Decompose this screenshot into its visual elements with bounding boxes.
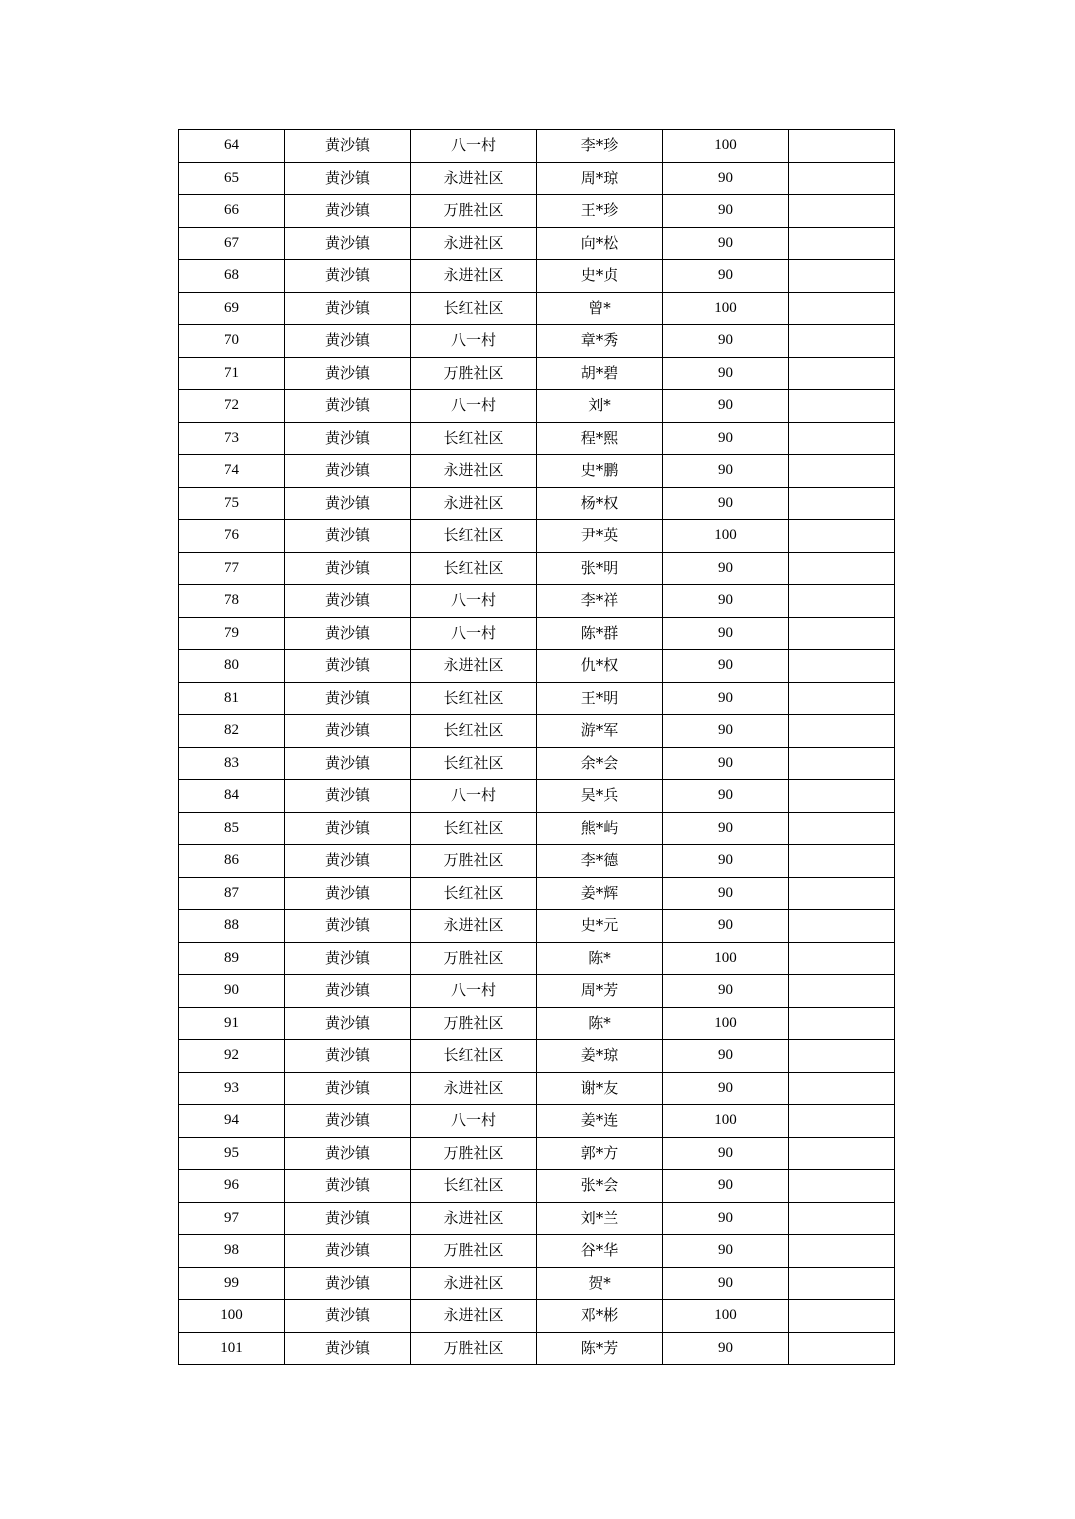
cell-index: 77 bbox=[179, 552, 285, 585]
cell-amount: 90 bbox=[663, 162, 789, 195]
table-row bbox=[179, 715, 895, 748]
cell-index: 70 bbox=[179, 325, 285, 358]
cell-index: 94 bbox=[179, 1105, 285, 1138]
cell-note bbox=[789, 1040, 895, 1073]
cell-amount: 90 bbox=[663, 1202, 789, 1235]
cell-village: 长红社区 bbox=[411, 552, 537, 585]
cell-amount: 90 bbox=[663, 260, 789, 293]
cell-note bbox=[789, 1007, 895, 1040]
cell-name: 杨*权 bbox=[537, 487, 663, 520]
table-row bbox=[179, 552, 895, 585]
table-row bbox=[179, 292, 895, 325]
cell-town: 黄沙镇 bbox=[285, 715, 411, 748]
cell-note bbox=[789, 650, 895, 683]
cell-village: 永进社区 bbox=[411, 650, 537, 683]
cell-town: 黄沙镇 bbox=[285, 812, 411, 845]
cell-town: 黄沙镇 bbox=[285, 1105, 411, 1138]
cell-name: 王*珍 bbox=[537, 195, 663, 228]
cell-town: 黄沙镇 bbox=[285, 357, 411, 390]
cell-village: 长红社区 bbox=[411, 1040, 537, 1073]
cell-town: 黄沙镇 bbox=[285, 325, 411, 358]
cell-index: 98 bbox=[179, 1235, 285, 1268]
cell-amount: 90 bbox=[663, 910, 789, 943]
cell-amount: 90 bbox=[663, 390, 789, 423]
cell-village: 八一村 bbox=[411, 780, 537, 813]
cell-index: 80 bbox=[179, 650, 285, 683]
cell-note bbox=[789, 780, 895, 813]
cell-name: 谢*友 bbox=[537, 1072, 663, 1105]
cell-amount: 90 bbox=[663, 325, 789, 358]
cell-amount: 90 bbox=[663, 1170, 789, 1203]
cell-amount: 100 bbox=[663, 1105, 789, 1138]
cell-index: 92 bbox=[179, 1040, 285, 1073]
cell-index: 93 bbox=[179, 1072, 285, 1105]
table-row bbox=[179, 877, 895, 910]
cell-amount: 90 bbox=[663, 617, 789, 650]
cell-index: 82 bbox=[179, 715, 285, 748]
table-row bbox=[179, 747, 895, 780]
cell-name: 刘* bbox=[537, 390, 663, 423]
roster-table-body bbox=[179, 130, 895, 1365]
cell-amount: 90 bbox=[663, 552, 789, 585]
cell-name: 陈*群 bbox=[537, 617, 663, 650]
cell-amount: 90 bbox=[663, 1235, 789, 1268]
cell-index: 97 bbox=[179, 1202, 285, 1235]
cell-note bbox=[789, 325, 895, 358]
cell-index: 65 bbox=[179, 162, 285, 195]
table-row bbox=[179, 195, 895, 228]
cell-amount: 100 bbox=[663, 1300, 789, 1333]
cell-village: 万胜社区 bbox=[411, 195, 537, 228]
cell-amount: 90 bbox=[663, 357, 789, 390]
table-row bbox=[179, 845, 895, 878]
cell-town: 黄沙镇 bbox=[285, 422, 411, 455]
cell-amount: 90 bbox=[663, 195, 789, 228]
cell-town: 黄沙镇 bbox=[285, 682, 411, 715]
cell-index: 99 bbox=[179, 1267, 285, 1300]
cell-village: 永进社区 bbox=[411, 162, 537, 195]
cell-village: 永进社区 bbox=[411, 1202, 537, 1235]
cell-name: 李*珍 bbox=[537, 130, 663, 163]
cell-note bbox=[789, 1072, 895, 1105]
cell-town: 黄沙镇 bbox=[285, 1202, 411, 1235]
cell-index: 64 bbox=[179, 130, 285, 163]
cell-index: 91 bbox=[179, 1007, 285, 1040]
cell-note bbox=[789, 422, 895, 455]
cell-village: 永进社区 bbox=[411, 260, 537, 293]
cell-town: 黄沙镇 bbox=[285, 1267, 411, 1300]
cell-index: 88 bbox=[179, 910, 285, 943]
cell-name: 陈* bbox=[537, 942, 663, 975]
cell-note bbox=[789, 487, 895, 520]
cell-town: 黄沙镇 bbox=[285, 487, 411, 520]
cell-note bbox=[789, 260, 895, 293]
cell-town: 黄沙镇 bbox=[285, 130, 411, 163]
cell-village: 万胜社区 bbox=[411, 845, 537, 878]
cell-town: 黄沙镇 bbox=[285, 975, 411, 1008]
cell-town: 黄沙镇 bbox=[285, 390, 411, 423]
cell-village: 八一村 bbox=[411, 130, 537, 163]
table-row bbox=[179, 812, 895, 845]
cell-index: 87 bbox=[179, 877, 285, 910]
cell-village: 八一村 bbox=[411, 325, 537, 358]
cell-index: 89 bbox=[179, 942, 285, 975]
cell-note bbox=[789, 520, 895, 553]
cell-town: 黄沙镇 bbox=[285, 195, 411, 228]
cell-amount: 90 bbox=[663, 715, 789, 748]
cell-amount: 100 bbox=[663, 130, 789, 163]
cell-amount: 90 bbox=[663, 845, 789, 878]
cell-amount: 90 bbox=[663, 1072, 789, 1105]
cell-index: 74 bbox=[179, 455, 285, 488]
cell-name: 章*秀 bbox=[537, 325, 663, 358]
cell-note bbox=[789, 1300, 895, 1333]
cell-name: 熊*屿 bbox=[537, 812, 663, 845]
cell-note bbox=[789, 552, 895, 585]
cell-town: 黄沙镇 bbox=[285, 292, 411, 325]
cell-note bbox=[789, 357, 895, 390]
cell-village: 长红社区 bbox=[411, 520, 537, 553]
cell-amount: 90 bbox=[663, 1267, 789, 1300]
table-row bbox=[179, 1105, 895, 1138]
table-row bbox=[179, 390, 895, 423]
cell-note bbox=[789, 1170, 895, 1203]
cell-name: 李*德 bbox=[537, 845, 663, 878]
cell-amount: 90 bbox=[663, 650, 789, 683]
cell-village: 长红社区 bbox=[411, 1170, 537, 1203]
cell-index: 76 bbox=[179, 520, 285, 553]
cell-amount: 100 bbox=[663, 1007, 789, 1040]
table-row bbox=[179, 1332, 895, 1365]
cell-note bbox=[789, 390, 895, 423]
cell-note bbox=[789, 1137, 895, 1170]
table-row bbox=[179, 585, 895, 618]
cell-name: 仇*权 bbox=[537, 650, 663, 683]
cell-index: 73 bbox=[179, 422, 285, 455]
cell-note bbox=[789, 130, 895, 163]
cell-town: 黄沙镇 bbox=[285, 845, 411, 878]
cell-index: 86 bbox=[179, 845, 285, 878]
cell-index: 69 bbox=[179, 292, 285, 325]
cell-town: 黄沙镇 bbox=[285, 1137, 411, 1170]
cell-town: 黄沙镇 bbox=[285, 1072, 411, 1105]
cell-index: 100 bbox=[179, 1300, 285, 1333]
cell-index: 75 bbox=[179, 487, 285, 520]
cell-town: 黄沙镇 bbox=[285, 1007, 411, 1040]
cell-amount: 90 bbox=[663, 1137, 789, 1170]
cell-index: 90 bbox=[179, 975, 285, 1008]
cell-town: 黄沙镇 bbox=[285, 1332, 411, 1365]
cell-amount: 90 bbox=[663, 780, 789, 813]
cell-town: 黄沙镇 bbox=[285, 585, 411, 618]
cell-village: 永进社区 bbox=[411, 910, 537, 943]
cell-amount: 100 bbox=[663, 292, 789, 325]
cell-village: 长红社区 bbox=[411, 747, 537, 780]
cell-index: 96 bbox=[179, 1170, 285, 1203]
cell-note bbox=[789, 195, 895, 228]
cell-name: 张*明 bbox=[537, 552, 663, 585]
cell-village: 万胜社区 bbox=[411, 1137, 537, 1170]
cell-village: 永进社区 bbox=[411, 1267, 537, 1300]
cell-name: 姜*连 bbox=[537, 1105, 663, 1138]
cell-name: 余*会 bbox=[537, 747, 663, 780]
cell-town: 黄沙镇 bbox=[285, 942, 411, 975]
cell-note bbox=[789, 877, 895, 910]
cell-amount: 90 bbox=[663, 1040, 789, 1073]
cell-amount: 100 bbox=[663, 942, 789, 975]
cell-index: 95 bbox=[179, 1137, 285, 1170]
cell-town: 黄沙镇 bbox=[285, 455, 411, 488]
cell-name: 史*元 bbox=[537, 910, 663, 943]
cell-name: 谷*华 bbox=[537, 1235, 663, 1268]
table-row bbox=[179, 1267, 895, 1300]
cell-village: 永进社区 bbox=[411, 455, 537, 488]
cell-village: 永进社区 bbox=[411, 1072, 537, 1105]
cell-village: 永进社区 bbox=[411, 227, 537, 260]
table-row bbox=[179, 1202, 895, 1235]
table-row bbox=[179, 682, 895, 715]
table-row bbox=[179, 975, 895, 1008]
table-row bbox=[179, 520, 895, 553]
cell-village: 万胜社区 bbox=[411, 1235, 537, 1268]
table-row bbox=[179, 130, 895, 163]
cell-town: 黄沙镇 bbox=[285, 780, 411, 813]
cell-index: 68 bbox=[179, 260, 285, 293]
cell-name: 贺* bbox=[537, 1267, 663, 1300]
cell-town: 黄沙镇 bbox=[285, 910, 411, 943]
cell-amount: 90 bbox=[663, 747, 789, 780]
table-row bbox=[179, 1170, 895, 1203]
cell-town: 黄沙镇 bbox=[285, 1040, 411, 1073]
cell-village: 长红社区 bbox=[411, 715, 537, 748]
cell-village: 八一村 bbox=[411, 390, 537, 423]
table-row bbox=[179, 1072, 895, 1105]
cell-index: 79 bbox=[179, 617, 285, 650]
table-row bbox=[179, 1007, 895, 1040]
cell-note bbox=[789, 910, 895, 943]
cell-amount: 90 bbox=[663, 422, 789, 455]
cell-name: 胡*碧 bbox=[537, 357, 663, 390]
cell-note bbox=[789, 1267, 895, 1300]
cell-town: 黄沙镇 bbox=[285, 617, 411, 650]
table-row bbox=[179, 1235, 895, 1268]
table-row bbox=[179, 1040, 895, 1073]
cell-note bbox=[789, 162, 895, 195]
cell-note bbox=[789, 942, 895, 975]
cell-note bbox=[789, 812, 895, 845]
cell-amount: 90 bbox=[663, 585, 789, 618]
cell-index: 84 bbox=[179, 780, 285, 813]
cell-name: 史*贞 bbox=[537, 260, 663, 293]
cell-name: 程*熙 bbox=[537, 422, 663, 455]
cell-village: 长红社区 bbox=[411, 877, 537, 910]
table-row bbox=[179, 357, 895, 390]
cell-amount: 90 bbox=[663, 975, 789, 1008]
cell-town: 黄沙镇 bbox=[285, 227, 411, 260]
cell-village: 永进社区 bbox=[411, 1300, 537, 1333]
cell-name: 尹*英 bbox=[537, 520, 663, 553]
cell-amount: 90 bbox=[663, 455, 789, 488]
cell-index: 78 bbox=[179, 585, 285, 618]
table-row bbox=[179, 650, 895, 683]
cell-town: 黄沙镇 bbox=[285, 1170, 411, 1203]
cell-note bbox=[789, 1235, 895, 1268]
cell-name: 向*松 bbox=[537, 227, 663, 260]
table-row bbox=[179, 455, 895, 488]
table-row bbox=[179, 422, 895, 455]
cell-amount: 90 bbox=[663, 812, 789, 845]
cell-amount: 90 bbox=[663, 682, 789, 715]
cell-name: 郭*方 bbox=[537, 1137, 663, 1170]
table-row bbox=[179, 325, 895, 358]
cell-name: 陈*芳 bbox=[537, 1332, 663, 1365]
cell-village: 长红社区 bbox=[411, 422, 537, 455]
cell-village: 八一村 bbox=[411, 1105, 537, 1138]
cell-note bbox=[789, 747, 895, 780]
cell-village: 万胜社区 bbox=[411, 1332, 537, 1365]
table-row bbox=[179, 1300, 895, 1333]
table-row bbox=[179, 942, 895, 975]
cell-index: 72 bbox=[179, 390, 285, 423]
cell-index: 67 bbox=[179, 227, 285, 260]
cell-note bbox=[789, 1202, 895, 1235]
cell-town: 黄沙镇 bbox=[285, 650, 411, 683]
cell-name: 游*军 bbox=[537, 715, 663, 748]
cell-name: 李*祥 bbox=[537, 585, 663, 618]
cell-name: 张*会 bbox=[537, 1170, 663, 1203]
cell-note bbox=[789, 455, 895, 488]
cell-town: 黄沙镇 bbox=[285, 877, 411, 910]
cell-note bbox=[789, 682, 895, 715]
cell-name: 王*明 bbox=[537, 682, 663, 715]
cell-note bbox=[789, 845, 895, 878]
cell-amount: 90 bbox=[663, 877, 789, 910]
cell-note bbox=[789, 292, 895, 325]
cell-name: 周*芳 bbox=[537, 975, 663, 1008]
cell-village: 永进社区 bbox=[411, 487, 537, 520]
cell-name: 吴*兵 bbox=[537, 780, 663, 813]
cell-town: 黄沙镇 bbox=[285, 1235, 411, 1268]
cell-town: 黄沙镇 bbox=[285, 747, 411, 780]
table-row bbox=[179, 780, 895, 813]
roster-table bbox=[178, 129, 895, 1365]
table-row bbox=[179, 617, 895, 650]
table-row bbox=[179, 260, 895, 293]
cell-village: 八一村 bbox=[411, 975, 537, 1008]
cell-name: 曾* bbox=[537, 292, 663, 325]
cell-name: 陈* bbox=[537, 1007, 663, 1040]
cell-note bbox=[789, 975, 895, 1008]
cell-index: 85 bbox=[179, 812, 285, 845]
cell-note bbox=[789, 715, 895, 748]
table-row bbox=[179, 1137, 895, 1170]
cell-name: 史*鹏 bbox=[537, 455, 663, 488]
cell-village: 长红社区 bbox=[411, 682, 537, 715]
cell-index: 81 bbox=[179, 682, 285, 715]
table-row bbox=[179, 162, 895, 195]
cell-index: 101 bbox=[179, 1332, 285, 1365]
cell-index: 83 bbox=[179, 747, 285, 780]
cell-amount: 100 bbox=[663, 520, 789, 553]
cell-village: 万胜社区 bbox=[411, 1007, 537, 1040]
cell-amount: 90 bbox=[663, 227, 789, 260]
table-row bbox=[179, 227, 895, 260]
table-row bbox=[179, 487, 895, 520]
cell-note bbox=[789, 585, 895, 618]
cell-village: 八一村 bbox=[411, 617, 537, 650]
cell-town: 黄沙镇 bbox=[285, 552, 411, 585]
cell-index: 66 bbox=[179, 195, 285, 228]
cell-note bbox=[789, 227, 895, 260]
cell-town: 黄沙镇 bbox=[285, 1300, 411, 1333]
cell-name: 姜*琼 bbox=[537, 1040, 663, 1073]
cell-village: 万胜社区 bbox=[411, 942, 537, 975]
cell-name: 周*琼 bbox=[537, 162, 663, 195]
cell-note bbox=[789, 617, 895, 650]
cell-village: 八一村 bbox=[411, 585, 537, 618]
cell-index: 71 bbox=[179, 357, 285, 390]
cell-town: 黄沙镇 bbox=[285, 162, 411, 195]
cell-name: 刘*兰 bbox=[537, 1202, 663, 1235]
cell-name: 邓*彬 bbox=[537, 1300, 663, 1333]
table-row bbox=[179, 910, 895, 943]
cell-village: 长红社区 bbox=[411, 812, 537, 845]
cell-name: 姜*辉 bbox=[537, 877, 663, 910]
cell-village: 长红社区 bbox=[411, 292, 537, 325]
cell-amount: 90 bbox=[663, 487, 789, 520]
cell-town: 黄沙镇 bbox=[285, 520, 411, 553]
cell-amount: 90 bbox=[663, 1332, 789, 1365]
cell-village: 万胜社区 bbox=[411, 357, 537, 390]
cell-note bbox=[789, 1105, 895, 1138]
cell-note bbox=[789, 1332, 895, 1365]
cell-town: 黄沙镇 bbox=[285, 260, 411, 293]
